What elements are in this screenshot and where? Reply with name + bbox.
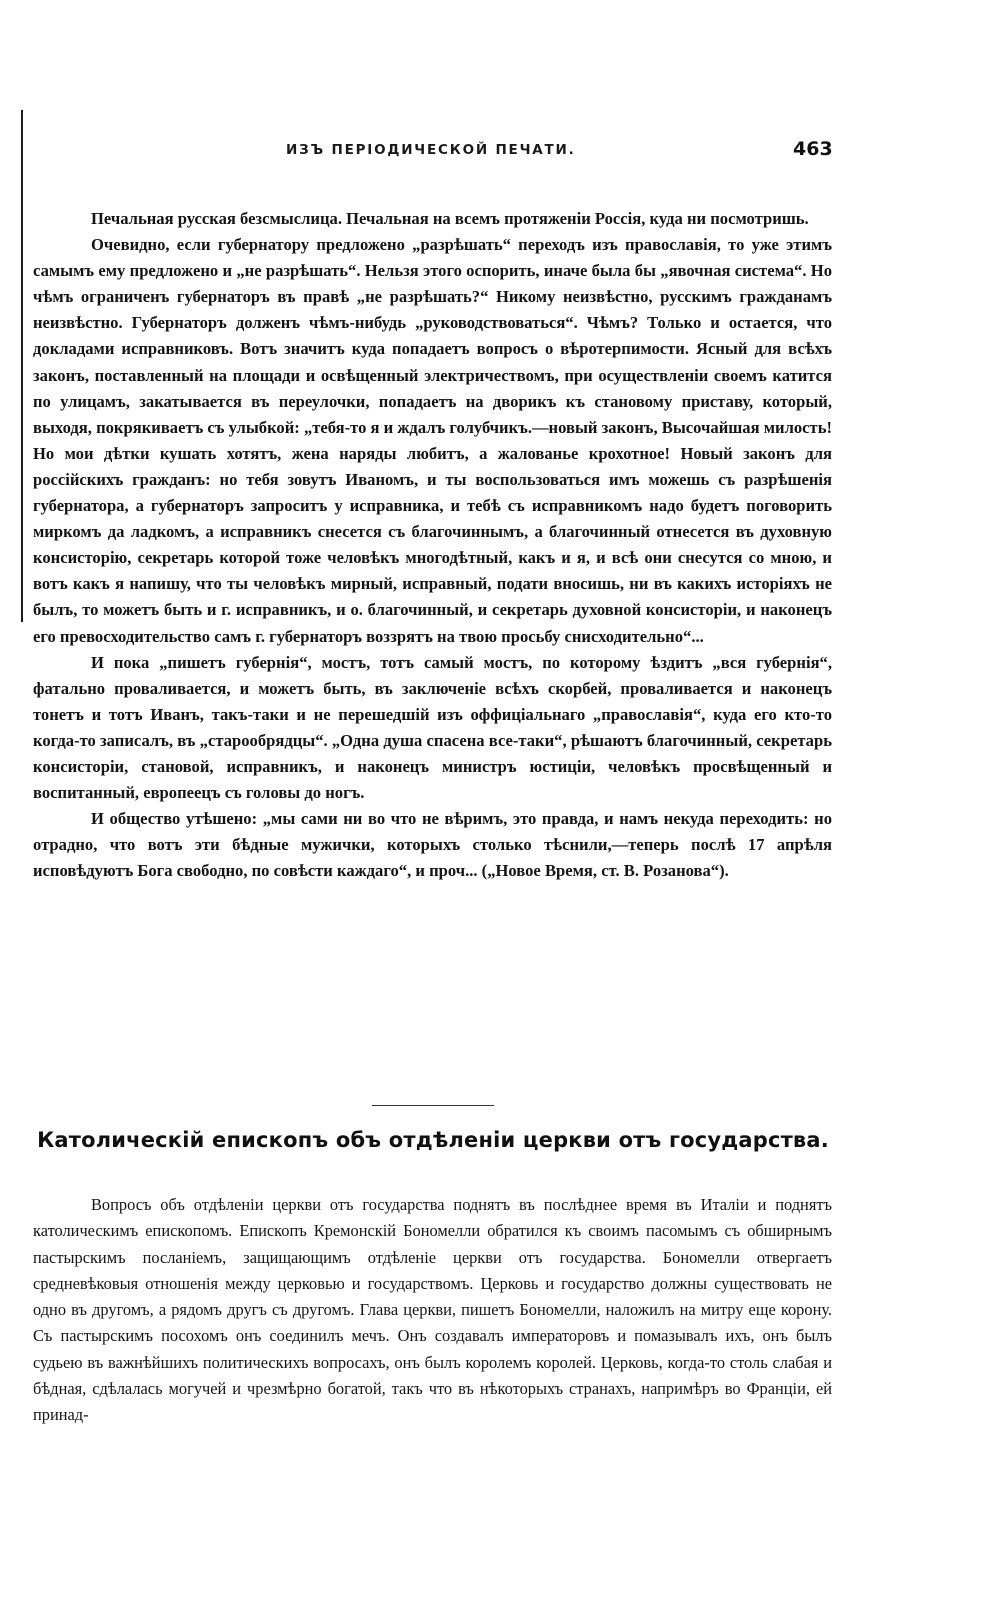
section-1-body bbox=[33, 206, 832, 884]
paragraph: Вопросъ объ отдѣленіи церкви отъ государства поднятъ въ послѣднее время въ Италіи и поднятъ католическимъ епископомъ. Епископъ Кремонскій Бономелли обратился къ своимъ пасомымъ съ обширнымъ пастырскимъ посланіемъ, защищающимъ отдѣленіе церкви отъ государства. Бономелли отвергаетъ средневѣковыя отношенія между церковью и государствомъ. Церковь и государство должны существовать не одно въ другомъ, а рядомъ другъ съ другомъ. Глава церкви, пишетъ Бономелли, наложилъ на митру еще корону. Съ пастырскимъ посохомъ онъ соединилъ мечъ. Онъ создавалъ императоровъ и помазывалъ ихъ, онъ былъ судьею въ важнѣйшихъ политическихъ вопросахъ, онъ былъ королемъ королей. Церковь, когда-то столь слабая и бѣдная, сдѣлалась могучей и чрезмѣрно богатой, такъ что въ нѣкоторыхъ странахъ, напримѣръ во Франціи, ей принад- bbox=[33, 1195, 832, 1425]
paragraph: И общество утѣшено: „мы сами ни во что не вѣримъ, это правда, и намъ некуда переходить: но отрадно, что вотъ эти бѣдные мужички, которыхъ столько тѣснили,—теперь послѣ 17 апрѣля исповѣдуютъ Бога свободно, по совѣсти каждаго“, и проч... („Новое Время, ст. В. Розанова“). bbox=[33, 809, 832, 881]
margin-rule bbox=[21, 110, 23, 622]
paragraph: Очевидно, если губернатору предложено „разрѣшать“ переходъ изъ православія, то уже этимъ самымъ ему предложено и „не разрѣшать“. Нельзя этого оспорить, иначе была бы „явочная система“. Но чѣмъ ограниченъ губернаторъ въ правѣ „не разрѣшать?“ Никому неизвѣстно, русскимъ гражданамъ неизвѣстно. Губернаторъ долженъ чѣмъ-нибудь „руководствоваться“. Чѣмъ? Только и остается, что докладами исправниковъ. Вотъ значитъ куда попадаетъ вопросъ о вѣротерпимости. Ясный для всѣхъ законъ, поставленный на площади и освѣщенный электричествомъ, при осуществленіи своемъ катится по улицамъ, закатывается въ переулочки, попадаетъ на дворикъ къ становому приставу, который, выходя, покрякиваетъ съ улыбкой: „тебя-то я и ждалъ голубчикъ.—новый законъ, Высочайшая милость! Но мои дѣтки кушать хотятъ, жена наряды любитъ, а жалованье крохотное! Новый законъ для россійскихъ гражданъ: но тебя зовутъ Иваномъ, и ты воспользоваться имъ можешь съ разрѣшенія губернатора, а губернаторъ запроситъ у исправника, и тебѣ съ исправникомъ надо будетъ поговорить миркомъ да ладкомъ, а исправникъ снесется съ благочиннымъ, а благочинный отнесется въ духовную консисторію, секретарь которой тоже человѣкъ многодѣтный, какъ и я, и всѣ они снесутся со мною, и вотъ какъ я напишу, что ты человѣкъ мирный, исправный, подати вносишь, ни въ какихъ исторіяхъ не былъ, то можетъ быть и г. исправникъ, и о. благочинный, и секретарь духовной консисторіи, и наконецъ его превосходительство самъ г. губернаторъ воззрятъ на твою просьбу снисходительно“... bbox=[33, 235, 832, 646]
section-heading: Католическій епископъ объ отдѣленіи церкви отъ государства. bbox=[37, 1128, 829, 1152]
page-number: 463 bbox=[793, 138, 833, 160]
running-title: ИЗЪ ПЕРІОДИЧЕСКОЙ ПЕЧАТИ. bbox=[286, 142, 576, 158]
section-separator bbox=[372, 1105, 494, 1106]
section-2-body bbox=[33, 1192, 832, 1429]
paragraph: Печальная русская безсмыслица. Печальная на всемъ протяженіи Россія, куда ни посмотришь. bbox=[91, 209, 809, 228]
paragraph: И пока „пишетъ губернія“, мостъ, тотъ самый мостъ, по которому ѣздитъ „вся губернія“, фатально проваливается, и можетъ быть, въ заключеніе всѣхъ скорбей, проваливается и наконецъ тонетъ и тотъ Иванъ, такъ-таки и не перешедшій изъ оффиціальнаго „православія“, куда его кто-то когда-то записалъ, въ „старообрядцы“. „Одна душа спасена все-таки“, рѣшаютъ благочинный, секретарь консисторіи, становой, исправникъ, и наконецъ министръ юстиціи, человѣкъ просвѣщенный и воспитанный, европеецъ съ головы до ногъ. bbox=[33, 652, 832, 803]
